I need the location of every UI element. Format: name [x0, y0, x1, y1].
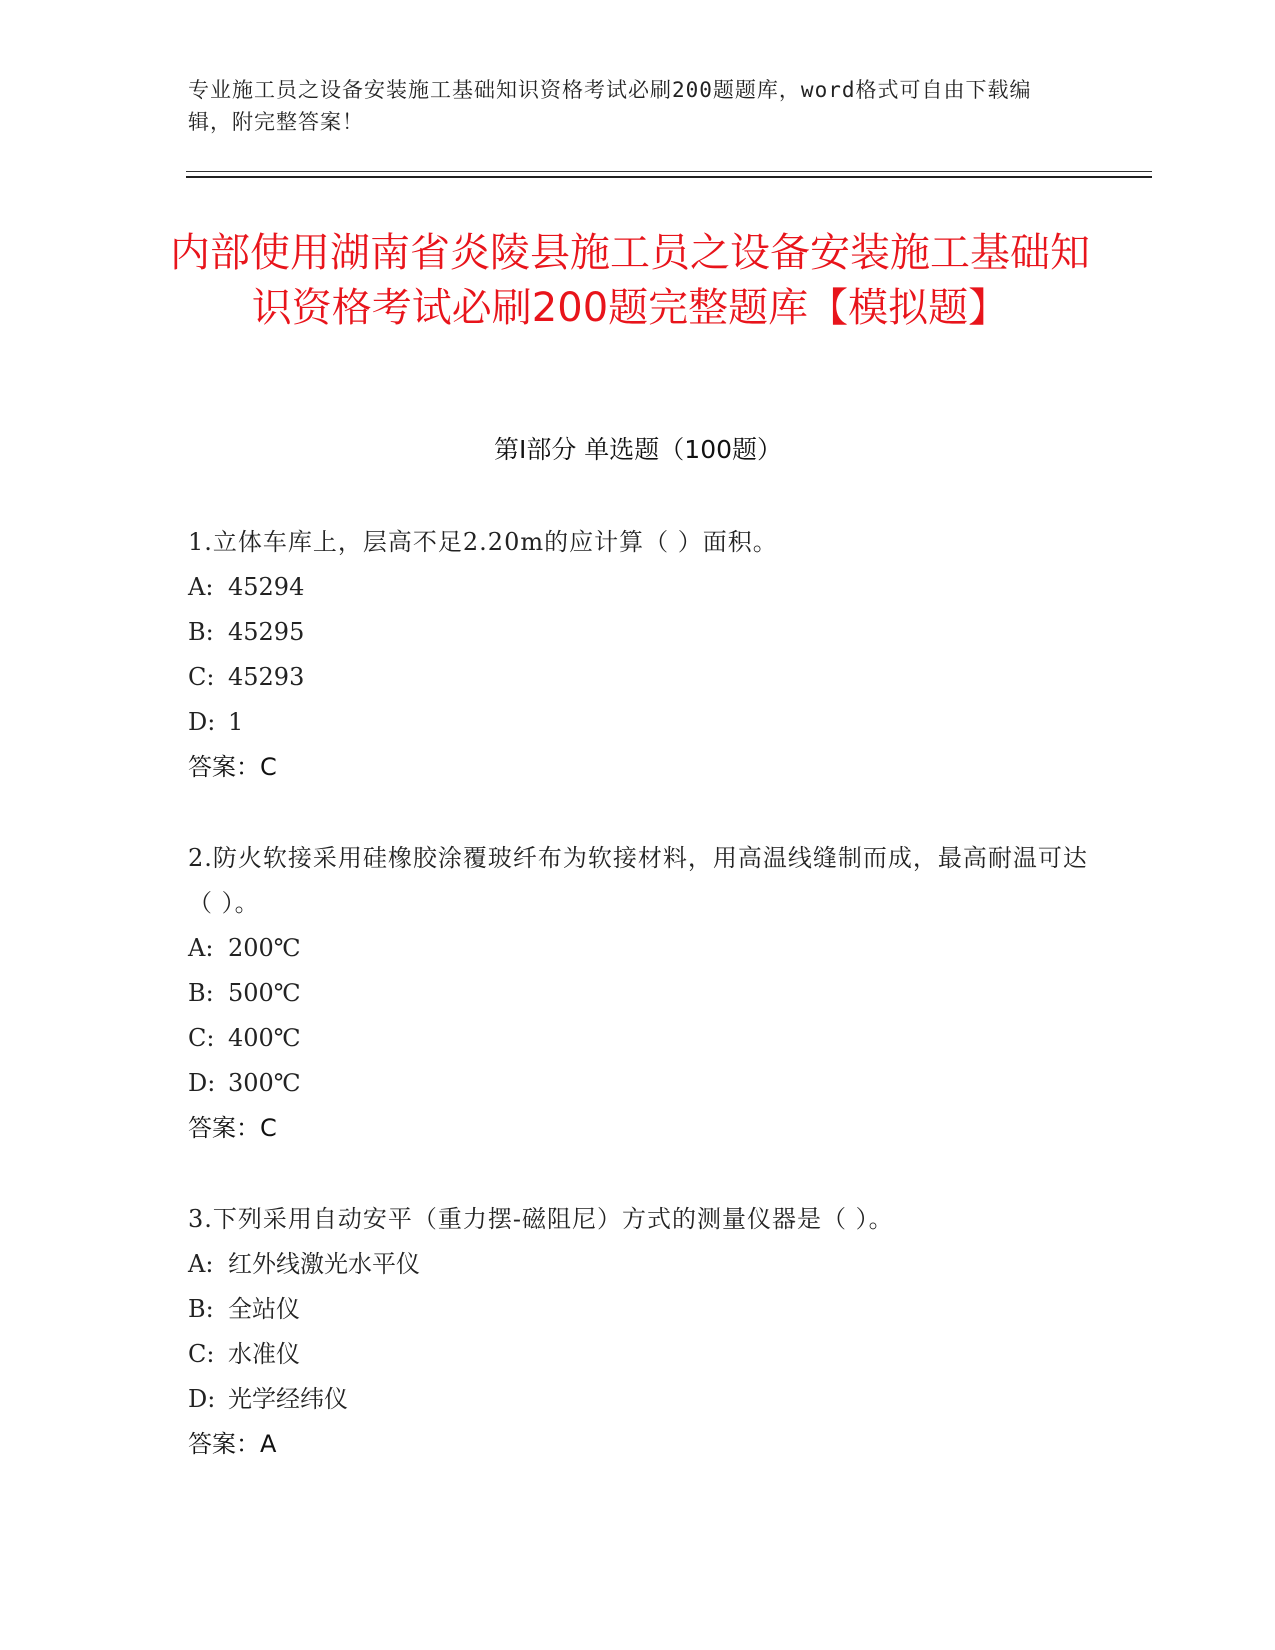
question-2: [188, 836, 1088, 1151]
question-stem: 1.立体车库上，层高不足2.20m的应计算（ ）面积。: [188, 528, 778, 556]
option-key: B:: [188, 618, 214, 646]
option-b: [188, 610, 1088, 655]
option-key: C:: [188, 1340, 215, 1368]
option-text: 1: [228, 708, 244, 736]
option-key: D:: [188, 1069, 216, 1097]
option-text: 200℃: [228, 934, 301, 962]
option-key: D:: [188, 708, 216, 736]
header-note: 专业施工员之设备安装施工基础知识资格考试必刷200题题库，word格式可自由下载编辑，附完整答案！: [188, 78, 1032, 134]
section-title: 第Ⅰ部分 单选题（100题）: [493, 435, 783, 464]
option-text: 500℃: [228, 979, 301, 1007]
answer-label: 答案：: [188, 1430, 260, 1458]
header-divider-top: [186, 171, 1152, 172]
option-a: [188, 926, 1088, 971]
answer-value: C: [260, 1114, 277, 1142]
answer-label: 答案：: [188, 753, 260, 781]
document-title: 内部使用湖南省炎陵县施工员之设备安装施工基础知识资格考试必刷200题完整题库【模拟题】: [170, 230, 1090, 331]
option-text: 45294: [228, 573, 305, 601]
option-key: B:: [188, 1295, 214, 1323]
option-key: C:: [188, 663, 215, 691]
question-3: [188, 1197, 1088, 1467]
option-key: A:: [188, 934, 214, 962]
option-d: [188, 1377, 1088, 1422]
question-1: [188, 520, 1088, 790]
option-d: [188, 700, 1088, 745]
answer-value: C: [260, 753, 277, 781]
option-a: [188, 565, 1088, 610]
header-divider-bottom: [186, 176, 1152, 178]
question-stem: 3.下列采用自动安平（重力摆-磁阻尼）方式的测量仪器是（ ）。: [188, 1205, 894, 1233]
option-key: B:: [188, 979, 214, 1007]
option-text: 全站仪: [228, 1295, 300, 1323]
option-text: 400℃: [228, 1024, 301, 1052]
question-list: [188, 520, 1088, 1513]
option-text: 300℃: [228, 1069, 301, 1097]
option-text: 45295: [228, 618, 305, 646]
option-d: [188, 1061, 1088, 1106]
option-key: C:: [188, 1024, 215, 1052]
option-key: A:: [188, 1250, 214, 1278]
answer-line: [188, 1422, 1088, 1467]
option-c: [188, 1332, 1088, 1377]
answer-line: [188, 745, 1088, 790]
option-key: A:: [188, 573, 214, 601]
option-text: 45293: [228, 663, 305, 691]
option-text: 光学经纬仪: [228, 1385, 348, 1413]
option-c: [188, 1016, 1088, 1061]
option-text: 红外线激光水平仪: [228, 1250, 420, 1278]
option-a: [188, 1242, 1088, 1287]
option-b: [188, 971, 1088, 1016]
option-key: D:: [188, 1385, 216, 1413]
answer-value: A: [260, 1430, 277, 1458]
answer-label: 答案：: [188, 1114, 260, 1142]
option-text: 水准仪: [228, 1340, 300, 1368]
answer-line: [188, 1106, 1088, 1151]
question-stem: 2.防火软接采用硅橡胶涂覆玻纤布为软接材料，用高温线缝制而成，最高耐温可达（ ）。: [188, 844, 1088, 917]
option-b: [188, 1287, 1088, 1332]
option-c: [188, 655, 1088, 700]
